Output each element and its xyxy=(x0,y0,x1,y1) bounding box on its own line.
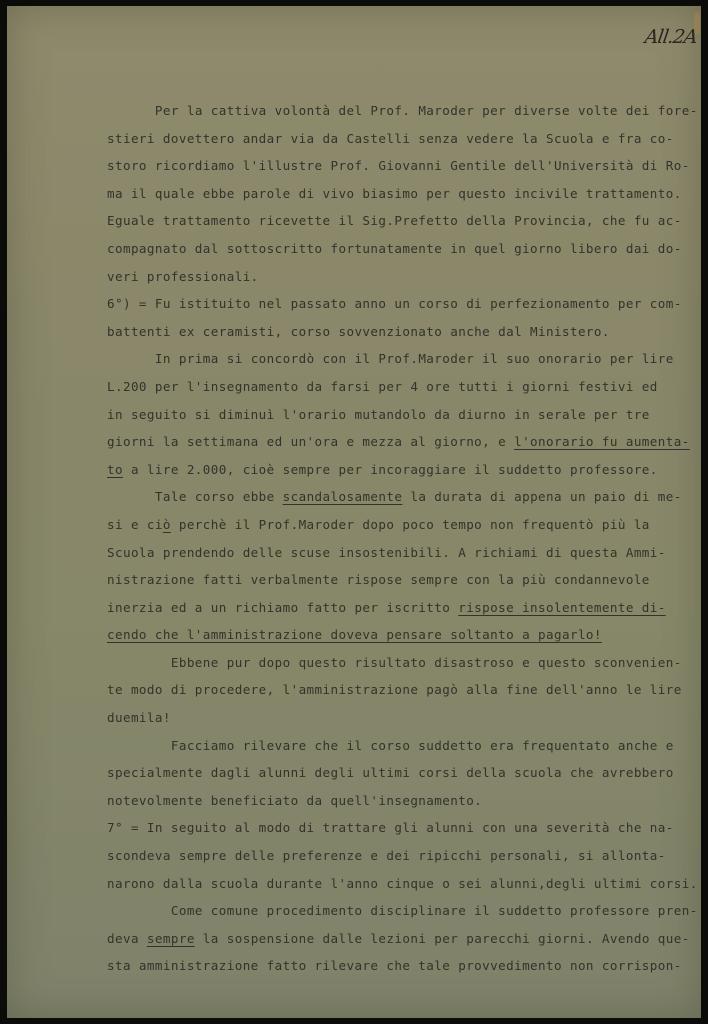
text-line xyxy=(107,787,697,815)
text-line xyxy=(107,483,697,511)
text-line xyxy=(107,621,697,649)
text-line xyxy=(107,207,697,235)
text-segment: Eguale trattamento ricevette il Sig.Prefetto della Provincia, che fu ac- xyxy=(107,213,682,229)
text-line xyxy=(107,704,697,732)
text-segment: a lire 2.000, cioè sempre per incoraggiare il suddetto professore. xyxy=(122,461,658,477)
text-line xyxy=(107,511,697,539)
text-line xyxy=(107,732,697,760)
text-line xyxy=(107,373,697,401)
text-line xyxy=(107,897,697,925)
text-line xyxy=(107,180,697,208)
text-segment: deva xyxy=(107,930,147,946)
text-segment: Scuola prendendo delle scuse insostenibili. A richiami di questa Ammi- xyxy=(107,544,666,560)
underlined-text: sempre xyxy=(146,930,195,946)
text-segment: stieri dovettero andar via da Castelli senza vedere la Scuola e fra co- xyxy=(107,130,674,146)
text-line xyxy=(107,594,697,622)
text-segment: Tale corso ebbe xyxy=(154,489,283,505)
text-line xyxy=(107,870,697,898)
text-segment: te modo di procedere, l'amministrazione pagò alla fine dell'anno le lire xyxy=(107,682,682,698)
underlined-text: l'onorario fu aumenta- xyxy=(514,434,690,450)
text-segment: specialmente dagli alunni degli ultimi corsi della scuola che avrebbero xyxy=(107,765,674,781)
text-segment: Come comune procedimento disciplinare il suddetto professore pren- xyxy=(170,903,698,919)
text-line xyxy=(107,842,697,870)
typed-text-body xyxy=(107,97,697,980)
text-line xyxy=(107,290,697,318)
text-segment: narono dalla scuola durante l'anno cinque o sei alunni,degli ultimi corsi. xyxy=(107,875,698,891)
text-line xyxy=(107,401,697,429)
text-segment: duemila! xyxy=(107,710,171,726)
text-line xyxy=(107,345,697,373)
underlined-text: ò xyxy=(162,516,171,532)
text-line xyxy=(107,428,697,456)
text-segment: veri professionali. xyxy=(107,268,259,284)
text-segment: battenti ex ceramisti, corso sovvenzionato anche dal Ministero. xyxy=(107,323,610,339)
text-line xyxy=(107,456,697,484)
text-segment: in seguito si diminuì l'orario mutandolo da diurno in serale per tre xyxy=(107,406,650,422)
text-segment: perchè il Prof.Maroder dopo poco tempo non frequentò più la xyxy=(170,516,650,532)
text-segment: la durata di appena un paio di me- xyxy=(402,489,682,505)
text-segment: L.200 per l'insegnamento da farsi per 4 ore tutti i giorni festivi ed xyxy=(107,378,658,394)
text-segment: Ebbene pur dopo questo risultato disastroso e questo sconvenien- xyxy=(170,654,682,670)
text-line xyxy=(107,152,697,180)
text-segment: storo ricordiamo l'illustre Prof. Giovanni Gentile dell'Università di Ro- xyxy=(107,158,690,174)
text-segment: la sospensione dalle lezioni per parecchi giorni. Avendo que- xyxy=(194,930,690,946)
text-line xyxy=(107,676,697,704)
text-segment: Per la cattiva volontà del Prof. Maroder per diverse volte dei fore- xyxy=(154,103,698,118)
text-segment: inerzia ed a un richiamo fatto per iscritto xyxy=(107,599,459,615)
text-line xyxy=(107,318,697,346)
text-segment: 6°) = Fu istituito nel passato anno un corso di perfezionamento per com- xyxy=(107,296,682,312)
text-segment: nistrazione fatti verbalmente rispose sempre con la più condannevole xyxy=(107,572,650,588)
text-segment: si e ci xyxy=(107,516,163,532)
text-line xyxy=(107,235,697,263)
text-segment: Facciamo rilevare che il corso suddetto era frequentato anche e xyxy=(170,737,674,753)
text-segment: notevolmente beneficiato da quell'insegnamento. xyxy=(107,792,483,808)
text-line xyxy=(107,97,697,125)
text-line xyxy=(107,649,697,677)
text-line xyxy=(107,925,697,953)
text-line xyxy=(107,952,697,980)
text-segment: compagnato dal sottoscritto fortunatamente in quel giorno libero dai do- xyxy=(107,240,682,256)
text-line xyxy=(107,814,697,842)
text-segment: ma il quale ebbe parole di vivo biasimo per questo incivile trattamento. xyxy=(107,185,682,201)
underlined-text: to xyxy=(107,461,123,477)
text-line xyxy=(107,263,697,291)
text-line xyxy=(107,125,697,153)
text-segment: sta amministrazione fatto rilevare che tale provvedimento non corrispon- xyxy=(107,958,682,974)
underlined-text: cendo che l'amministrazione doveva pensare soltanto a pagarlo! xyxy=(107,627,602,643)
margin-annotation: All.2A xyxy=(643,26,699,48)
underlined-text: scandalosamente xyxy=(282,489,403,505)
text-segment: 7° = In seguito al modo di trattare gli alunni con una severità che na- xyxy=(107,820,674,836)
underlined-text: rispose insolentemente di- xyxy=(458,599,666,615)
text-line xyxy=(107,566,697,594)
text-segment: scondeva sempre delle preferenze e dei ripicchi personali, si allonta- xyxy=(107,848,666,864)
text-line xyxy=(107,539,697,567)
text-segment: giorni la settimana ed un'ora e mezza al giorno, e xyxy=(107,434,515,450)
text-line xyxy=(107,759,697,787)
text-segment: In prima si concordò con il Prof.Maroder il suo onorario per lire xyxy=(154,351,674,367)
